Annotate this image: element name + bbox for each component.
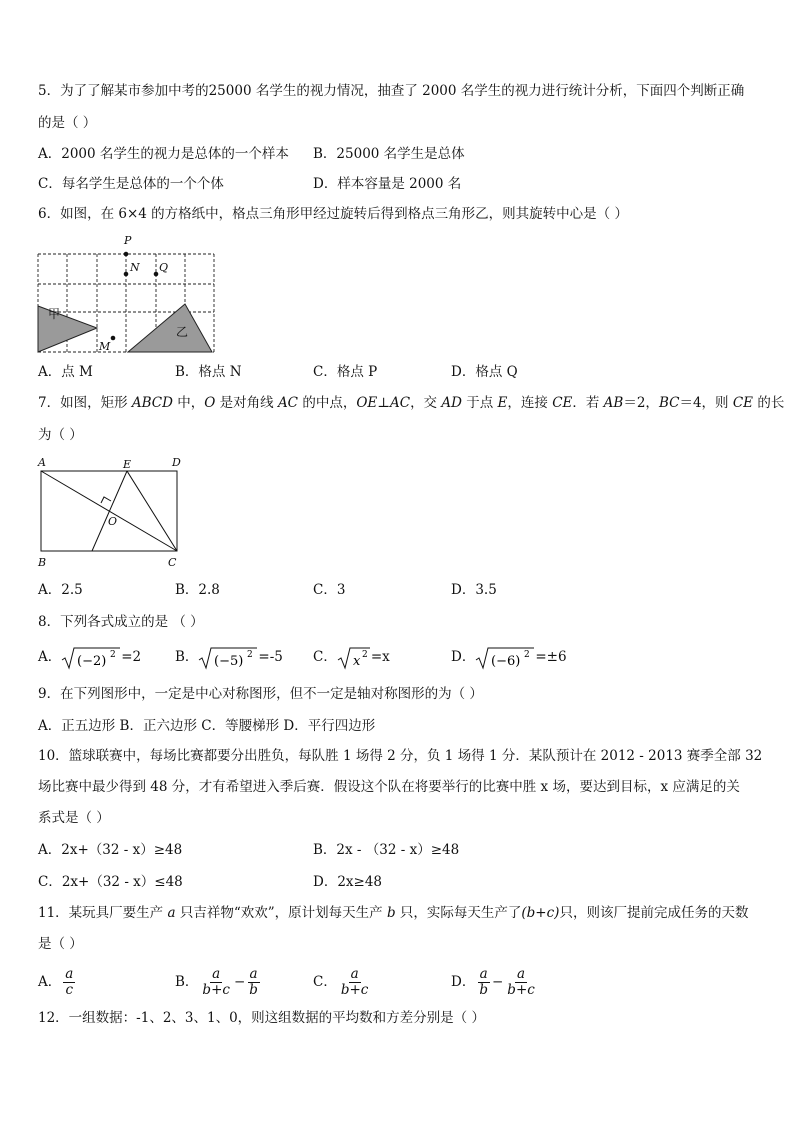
- q6-label-m: M: [99, 340, 111, 353]
- q6-point-p: [124, 252, 129, 257]
- q11-option-b: B． $\frac{a}{b+c}$ − $\frac{a}{b}$: [175, 966, 258, 998]
- q6-triangle-yi: [128, 304, 212, 352]
- q5-option-d: D．样本容量是 2000 名: [313, 176, 462, 192]
- q8-option-d: D． (−6) 2 =±6: [451, 644, 567, 670]
- q10-option-a: A．2x+（32 - x）≥48: [38, 842, 183, 858]
- q5-option-b: B．25000 名学生是总体: [313, 146, 465, 162]
- q6-label-jia: 甲: [48, 307, 61, 321]
- q6-option-d: D．格点 Q: [451, 364, 518, 380]
- sqrt-icon: [337, 646, 371, 670]
- svg-text:x: x: [352, 653, 361, 669]
- sqrt-icon: [61, 646, 121, 670]
- fraction: $\frac{a}{b+c}$: [340, 966, 369, 998]
- q10-stem-line3: 系式是（ ）: [38, 810, 110, 826]
- q8-option-c: C． x 2 =x: [313, 644, 390, 670]
- q6-stem: 6．如图，在 6×4 的方格纸中，格点三角形甲经过旋转后得到格点三角形乙，则其旋转中心是（ ）: [38, 206, 628, 222]
- q11-stem-line1: 11．某玩具厂要生产 a 只吉祥物“欢欢”，原计划每天生产 b 只，实际每天生产了(b+c)只，则该厂提前完成任务的天数: [38, 905, 749, 921]
- q6-label-p: P: [124, 234, 132, 247]
- q6-triangle-jia: [38, 306, 97, 352]
- sqrt-icon: [475, 646, 535, 670]
- q7-segment-eo: [92, 471, 127, 551]
- q6-label-q: Q: [159, 261, 169, 274]
- q7-label-d: D: [172, 456, 181, 469]
- q7-rectangle-figure: [34, 452, 194, 572]
- q5-stem-line1: 5．为了了解某市参加中考的25000 名学生的视力情况，抽查了 2000 名学生的视力进行统计分析，下面四个判断正确: [38, 83, 745, 99]
- q7-right-angle-mark: [101, 497, 111, 503]
- q6-label-yi: 乙: [176, 325, 189, 339]
- fraction: $\frac{a}{c}$: [65, 966, 74, 998]
- q10-stem-line1: 10．篮球联赛中，每场比赛都要分出胜负，每队胜 1 场得 2 分，负 1 场得 1 分．某队预计在 2012 - 2013 赛季全部 32: [38, 748, 763, 764]
- q6-option-c: C．格点 P: [313, 364, 378, 380]
- svg-text:(−6): (−6): [491, 653, 521, 669]
- q10-option-c: C．2x+（32 - x）≤48: [38, 874, 183, 890]
- svg-text:2: 2: [247, 649, 254, 660]
- q7-label-b: B: [38, 556, 47, 569]
- q10-option-b: B．2x - （32 - x）≥48: [313, 842, 460, 858]
- q11-option-a: A． $\frac{a}{c}$: [38, 966, 74, 998]
- q11-option-d: D． $\frac{a}{b}$ − $\frac{a}{b+c}$: [451, 966, 535, 998]
- fraction: $\frac{a}{b}$: [249, 966, 258, 998]
- q7-option-b: B．2.8: [175, 582, 220, 598]
- q6-point-n: [124, 272, 129, 277]
- q11-option-c: C． $\frac{a}{b+c}$: [313, 966, 369, 998]
- q7-label-o: O: [108, 515, 118, 528]
- q7-option-a: A．2.5: [38, 582, 83, 598]
- q7-segment-ce: [127, 471, 177, 551]
- q8-option-b: B． (−5) 2 =-5: [175, 644, 283, 670]
- q10-option-d: D．2x≥48: [313, 874, 383, 890]
- q12-stem: 12．一组数据：-1、2、3、1、0，则这组数据的平均数和方差分别是（ ）: [38, 1010, 485, 1026]
- q11-stem-line2: 是（ ）: [38, 936, 83, 952]
- fraction: $\frac{a}{b}$: [479, 966, 488, 998]
- q8-stem: 8．下列各式成立的是 （ ）: [38, 614, 204, 630]
- q9-options: A．正五边形 B．正六边形 C．等腰梯形 D．平行四边形: [38, 718, 376, 734]
- svg-text:2: 2: [524, 649, 531, 660]
- q9-stem: 9．在下列图形中，一定是中心对称图形，但不一定是轴对称图形的为（ ）: [38, 686, 483, 702]
- q6-point-q: [154, 272, 159, 277]
- q7-stem-line2: 为（ ）: [38, 427, 83, 443]
- q6-option-b: B．格点 N: [175, 364, 242, 380]
- q7-label-a: A: [38, 456, 46, 469]
- q6-grid-figure: [30, 232, 230, 360]
- q7-stem-line1: 7．如图，矩形 ABCD 中，O 是对角线 AC 的中点，OE⊥AC，交 AD 于点 E，连接 CE．若 AB＝2，BC＝4，则 CE 的长: [38, 395, 785, 411]
- svg-text:(−2): (−2): [77, 653, 107, 669]
- q8-option-a: A． (−2) 2 =2: [38, 644, 141, 670]
- q10-stem-line2: 场比赛中最少得到 48 分，才有希望进入季后赛．假设这个队在将要举行的比赛中胜 x 场，要达到目标，x 应满足的关: [38, 779, 740, 795]
- fraction: $\frac{a}{b+c}$: [507, 966, 535, 998]
- q7-option-c: C．3: [313, 582, 346, 598]
- q7-label-e: E: [123, 458, 132, 471]
- svg-text:2: 2: [110, 649, 116, 660]
- svg-text:2: 2: [361, 649, 368, 660]
- q5-option-a: A．2000 名学生的视力是总体的一个样本: [38, 146, 289, 162]
- q5-stem-line2: 的是（ ）: [38, 115, 97, 131]
- svg-text:(−5): (−5): [214, 653, 244, 669]
- q5-option-c: C．每名学生是总体的一个个体: [38, 176, 224, 192]
- q6-label-n: N: [130, 261, 140, 274]
- sqrt-icon: [198, 646, 258, 670]
- q7-option-d: D．3.5: [451, 582, 497, 598]
- fraction: $\frac{a}{b+c}$: [202, 966, 230, 998]
- q6-point-m: [111, 336, 116, 341]
- q6-option-a: A．点 M: [38, 364, 93, 380]
- q7-label-c: C: [168, 556, 177, 569]
